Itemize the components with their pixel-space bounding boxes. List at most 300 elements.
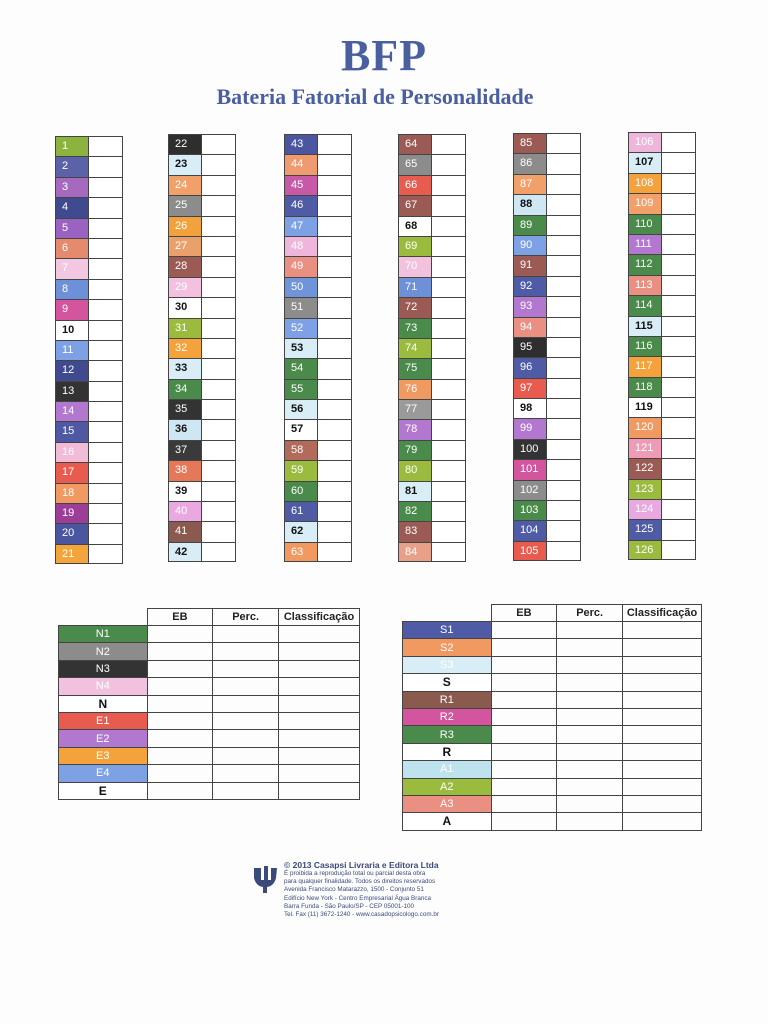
footer-line: Avenida Francisco Matarazzo, 1500 - Conjunto 51 (284, 886, 424, 894)
factor-label: R2 (403, 708, 492, 725)
answer-box[interactable] (432, 379, 466, 399)
classificacao-cell[interactable] (279, 747, 360, 764)
answer-box[interactable] (432, 134, 466, 154)
answer-box[interactable] (89, 238, 123, 258)
answer-box[interactable] (662, 479, 696, 499)
item-number: 122 (628, 458, 662, 478)
answer-box[interactable] (202, 175, 236, 195)
answer-box[interactable] (432, 338, 466, 358)
item-number: 101 (513, 459, 547, 479)
item-number: 98 (513, 398, 547, 418)
answer-box[interactable] (318, 297, 352, 317)
eb-cell[interactable] (147, 626, 213, 643)
answer-box[interactable] (202, 419, 236, 439)
answer-box[interactable] (662, 295, 696, 315)
item-row (284, 216, 352, 236)
answer-box[interactable] (202, 481, 236, 501)
item-number: 126 (628, 540, 662, 560)
item-number: 53 (284, 338, 318, 358)
answer-box[interactable] (547, 153, 581, 173)
perc-cell[interactable] (213, 782, 279, 799)
answer-box[interactable] (89, 381, 123, 401)
answer-box[interactable] (202, 521, 236, 541)
item-row (55, 156, 123, 176)
item-row (55, 503, 123, 523)
item-number: 92 (513, 276, 547, 296)
answer-box[interactable] (432, 256, 466, 276)
perc-cell[interactable] (557, 813, 623, 830)
item-number: 88 (513, 194, 547, 214)
item-number: 114 (628, 295, 662, 315)
item-number: 58 (284, 440, 318, 460)
eb-cell[interactable] (147, 678, 213, 695)
answer-box[interactable] (318, 195, 352, 215)
answer-box[interactable] (547, 378, 581, 398)
answer-box[interactable] (89, 258, 123, 278)
item-row (55, 401, 123, 421)
item-number: 65 (398, 154, 432, 174)
item-row (628, 193, 696, 213)
perc-cell[interactable] (557, 708, 623, 725)
item-row (55, 299, 123, 319)
perc-cell[interactable] (213, 765, 279, 782)
answer-box[interactable] (202, 399, 236, 419)
item-number: 84 (398, 542, 432, 562)
factor-label: E (59, 782, 148, 799)
answer-box[interactable] (662, 540, 696, 560)
item-number: 75 (398, 358, 432, 378)
answer-box[interactable] (89, 544, 123, 564)
answer-box[interactable] (318, 318, 352, 338)
answer-box[interactable] (432, 236, 466, 256)
answer-box[interactable] (202, 216, 236, 236)
eb-cell[interactable] (491, 674, 557, 691)
answer-box[interactable] (432, 277, 466, 297)
classificacao-cell[interactable] (623, 726, 702, 743)
answer-box[interactable] (547, 296, 581, 316)
item-number: 66 (398, 175, 432, 195)
perc-cell[interactable] (557, 622, 623, 639)
eb-cell[interactable] (491, 795, 557, 812)
item-number: 55 (284, 379, 318, 399)
item-row (628, 438, 696, 458)
answer-box[interactable] (432, 399, 466, 419)
item-number: 120 (628, 417, 662, 437)
item-number: 112 (628, 254, 662, 274)
item-row (398, 236, 466, 256)
answer-box[interactable] (202, 542, 236, 562)
classificacao-cell[interactable] (279, 626, 360, 643)
item-number: 4 (55, 197, 89, 217)
answer-box[interactable] (547, 194, 581, 214)
answer-box[interactable] (202, 501, 236, 521)
answer-box[interactable] (662, 234, 696, 254)
item-row (284, 338, 352, 358)
answer-box[interactable] (547, 174, 581, 194)
perc-cell[interactable] (557, 639, 623, 656)
answer-box[interactable] (202, 154, 236, 174)
answer-box[interactable] (547, 357, 581, 377)
eb-cell[interactable] (147, 695, 213, 712)
score-row (403, 761, 702, 778)
answer-box[interactable] (89, 503, 123, 523)
item-number: 15 (55, 421, 89, 441)
answer-box[interactable] (662, 152, 696, 172)
item-number: 104 (513, 520, 547, 540)
answer-box[interactable] (202, 134, 236, 154)
perc-cell[interactable] (213, 660, 279, 677)
item-number: 23 (168, 154, 202, 174)
eb-cell[interactable] (491, 639, 557, 656)
answer-box[interactable] (318, 379, 352, 399)
item-row (55, 238, 123, 258)
answer-box[interactable] (432, 542, 466, 562)
item-row (168, 521, 236, 541)
answer-box[interactable] (432, 216, 466, 236)
classificacao-cell[interactable] (279, 712, 360, 729)
item-number: 86 (513, 153, 547, 173)
answer-box[interactable] (318, 216, 352, 236)
perc-cell[interactable] (213, 712, 279, 729)
item-number: 29 (168, 277, 202, 297)
item-row (398, 154, 466, 174)
footer-line: para qualquer finalidade. Todos os direitos reservados (284, 878, 436, 886)
perc-cell[interactable] (557, 691, 623, 708)
classificacao-cell[interactable] (623, 691, 702, 708)
eb-cell[interactable] (147, 660, 213, 677)
perc-cell[interactable] (557, 726, 623, 743)
answer-box[interactable] (662, 254, 696, 274)
answer-box[interactable] (202, 277, 236, 297)
answer-box[interactable] (662, 356, 696, 376)
answer-box[interactable] (202, 297, 236, 317)
answer-box[interactable] (89, 401, 123, 421)
answer-box[interactable] (202, 338, 236, 358)
answer-box[interactable] (432, 440, 466, 460)
item-number: 20 (55, 523, 89, 543)
answer-box[interactable] (89, 421, 123, 441)
item-number: 111 (628, 234, 662, 254)
answer-box[interactable] (662, 377, 696, 397)
perc-cell[interactable] (557, 743, 623, 760)
item-row (284, 195, 352, 215)
item-number: 76 (398, 379, 432, 399)
answer-box[interactable] (202, 236, 236, 256)
answer-box[interactable] (432, 154, 466, 174)
answer-box[interactable] (318, 277, 352, 297)
score-row (59, 730, 360, 747)
answer-box[interactable] (89, 462, 123, 482)
answer-box[interactable] (318, 175, 352, 195)
answer-box[interactable] (547, 255, 581, 275)
item-row (284, 358, 352, 378)
answer-box[interactable] (547, 133, 581, 153)
answer-box[interactable] (202, 195, 236, 215)
answer-box[interactable] (89, 177, 123, 197)
answer-column (628, 132, 696, 560)
classificacao-cell[interactable] (279, 782, 360, 799)
perc-cell[interactable] (557, 778, 623, 795)
classificacao-cell[interactable] (623, 708, 702, 725)
perc-cell[interactable] (213, 678, 279, 695)
answer-box[interactable] (318, 542, 352, 562)
score-row (403, 656, 702, 673)
answer-box[interactable] (202, 440, 236, 460)
answer-box[interactable] (547, 337, 581, 357)
answer-box[interactable] (318, 521, 352, 541)
item-number: 32 (168, 338, 202, 358)
answer-column (513, 133, 581, 561)
answer-box[interactable] (662, 417, 696, 437)
item-row (168, 216, 236, 236)
item-row (513, 439, 581, 459)
answer-box[interactable] (432, 175, 466, 195)
answer-box[interactable] (432, 501, 466, 521)
item-row (284, 236, 352, 256)
factor-label: A1 (403, 761, 492, 778)
answer-box[interactable] (432, 521, 466, 541)
answer-box[interactable] (89, 136, 123, 156)
answer-box[interactable] (89, 156, 123, 176)
eb-cell[interactable] (147, 730, 213, 747)
answer-box[interactable] (89, 340, 123, 360)
answer-box[interactable] (547, 215, 581, 235)
item-number: 99 (513, 418, 547, 438)
answer-box[interactable] (432, 460, 466, 480)
classificacao-cell[interactable] (623, 656, 702, 673)
answer-box[interactable] (318, 154, 352, 174)
answer-box[interactable] (202, 318, 236, 338)
eb-cell[interactable] (491, 743, 557, 760)
answer-box[interactable] (318, 134, 352, 154)
factor-label: N1 (59, 626, 148, 643)
answer-box[interactable] (89, 483, 123, 503)
header-blank (59, 609, 148, 626)
answer-box[interactable] (662, 519, 696, 539)
classificacao-cell[interactable] (623, 639, 702, 656)
item-row (284, 134, 352, 154)
answer-box[interactable] (89, 320, 123, 340)
answer-box[interactable] (202, 379, 236, 399)
eb-cell[interactable] (147, 712, 213, 729)
classificacao-cell[interactable] (623, 778, 702, 795)
item-row (55, 462, 123, 482)
item-number: 49 (284, 256, 318, 276)
classificacao-cell[interactable] (279, 730, 360, 747)
answer-box[interactable] (318, 419, 352, 439)
item-number: 47 (284, 216, 318, 236)
item-number: 71 (398, 277, 432, 297)
answer-box[interactable] (89, 523, 123, 543)
item-row (398, 134, 466, 154)
answer-box[interactable] (662, 214, 696, 234)
answer-box[interactable] (202, 256, 236, 276)
answer-box[interactable] (662, 173, 696, 193)
classificacao-cell[interactable] (279, 678, 360, 695)
score-row (403, 726, 702, 743)
item-number: 118 (628, 377, 662, 397)
classificacao-cell[interactable] (623, 622, 702, 639)
item-row (55, 279, 123, 299)
answer-box[interactable] (547, 480, 581, 500)
item-number: 26 (168, 216, 202, 236)
eb-cell[interactable] (147, 782, 213, 799)
eb-cell[interactable] (147, 765, 213, 782)
classificacao-cell[interactable] (623, 761, 702, 778)
answer-box[interactable] (547, 459, 581, 479)
item-row (284, 297, 352, 317)
eb-cell[interactable] (491, 761, 557, 778)
footer-line: Edifício New York - Centro Empresarial Água Branca (284, 894, 431, 902)
answer-box[interactable] (662, 316, 696, 336)
item-number: 3 (55, 177, 89, 197)
answer-box[interactable] (432, 481, 466, 501)
item-number: 44 (284, 154, 318, 174)
item-row (168, 460, 236, 480)
answer-box[interactable] (318, 501, 352, 521)
answer-box[interactable] (662, 397, 696, 417)
footer-line: Barra Funda - São Paulo/SP - CEP 05001-100 (284, 902, 414, 910)
item-row (168, 481, 236, 501)
eb-cell[interactable] (491, 708, 557, 725)
item-row (513, 133, 581, 153)
score-row (403, 743, 702, 760)
item-row (628, 417, 696, 437)
perc-cell[interactable] (557, 656, 623, 673)
item-row (55, 483, 123, 503)
answer-box[interactable] (89, 279, 123, 299)
perc-cell[interactable] (213, 643, 279, 660)
header-perc: Perc. (213, 609, 279, 626)
classificacao-cell[interactable] (279, 695, 360, 712)
item-row (284, 419, 352, 439)
answer-box[interactable] (432, 358, 466, 378)
item-number: 2 (55, 156, 89, 176)
answer-box[interactable] (432, 195, 466, 215)
eb-cell[interactable] (147, 747, 213, 764)
item-number: 51 (284, 297, 318, 317)
classificacao-cell[interactable] (279, 643, 360, 660)
item-number: 48 (284, 236, 318, 256)
answer-box[interactable] (89, 218, 123, 238)
answer-box[interactable] (547, 276, 581, 296)
classificacao-cell[interactable] (623, 674, 702, 691)
classificacao-cell[interactable] (623, 795, 702, 812)
item-row (398, 358, 466, 378)
answer-box[interactable] (662, 499, 696, 519)
answer-box[interactable] (432, 297, 466, 317)
eb-cell[interactable] (491, 813, 557, 830)
perc-cell[interactable] (213, 730, 279, 747)
score-table-left (58, 608, 360, 800)
item-number: 1 (55, 136, 89, 156)
answer-box[interactable] (547, 500, 581, 520)
answer-box[interactable] (318, 460, 352, 480)
answer-box[interactable] (318, 338, 352, 358)
answer-box[interactable] (318, 236, 352, 256)
factor-label: A3 (403, 795, 492, 812)
classificacao-cell[interactable] (279, 765, 360, 782)
item-number: 85 (513, 133, 547, 153)
item-number: 87 (513, 174, 547, 194)
page-subtitle: Bateria Fatorial de Personalidade (216, 84, 534, 109)
eb-cell[interactable] (491, 726, 557, 743)
item-number: 95 (513, 337, 547, 357)
item-row (398, 338, 466, 358)
answer-box[interactable] (318, 481, 352, 501)
answer-box[interactable] (662, 336, 696, 356)
classificacao-cell[interactable] (279, 660, 360, 677)
classificacao-cell[interactable] (623, 813, 702, 830)
answer-box[interactable] (662, 132, 696, 152)
item-number: 45 (284, 175, 318, 195)
factor-label: A (403, 813, 492, 830)
perc-cell[interactable] (557, 674, 623, 691)
item-row (628, 234, 696, 254)
answer-box[interactable] (318, 256, 352, 276)
item-row (284, 277, 352, 297)
answer-box[interactable] (662, 193, 696, 213)
answer-box[interactable] (318, 358, 352, 378)
item-row (398, 256, 466, 276)
answer-box[interactable] (547, 520, 581, 540)
answer-box[interactable] (662, 458, 696, 478)
eb-cell[interactable] (491, 778, 557, 795)
answer-box[interactable] (662, 275, 696, 295)
answer-box[interactable] (202, 358, 236, 378)
item-number: 83 (398, 521, 432, 541)
answer-box[interactable] (202, 460, 236, 480)
answer-box[interactable] (547, 398, 581, 418)
answer-box[interactable] (547, 317, 581, 337)
item-number: 8 (55, 279, 89, 299)
answer-box[interactable] (318, 440, 352, 460)
item-number: 21 (55, 544, 89, 564)
answer-box[interactable] (432, 318, 466, 338)
eb-cell[interactable] (491, 691, 557, 708)
item-row (284, 175, 352, 195)
item-row (513, 480, 581, 500)
perc-cell[interactable] (213, 626, 279, 643)
answer-box[interactable] (547, 439, 581, 459)
answer-box[interactable] (662, 438, 696, 458)
answer-box[interactable] (89, 197, 123, 217)
answer-box[interactable] (547, 418, 581, 438)
perc-cell[interactable] (557, 795, 623, 812)
eb-cell[interactable] (147, 643, 213, 660)
answer-box[interactable] (318, 399, 352, 419)
answer-box[interactable] (89, 442, 123, 462)
item-row (55, 360, 123, 380)
perc-cell[interactable] (213, 695, 279, 712)
score-row (59, 712, 360, 729)
answer-box[interactable] (89, 299, 123, 319)
item-number: 60 (284, 481, 318, 501)
answer-box[interactable] (547, 235, 581, 255)
classificacao-cell[interactable] (623, 743, 702, 760)
eb-cell[interactable] (491, 622, 557, 639)
factor-label: N2 (59, 643, 148, 660)
item-number: 68 (398, 216, 432, 236)
answer-column (398, 134, 466, 562)
answer-box[interactable] (547, 541, 581, 561)
perc-cell[interactable] (213, 747, 279, 764)
answer-box[interactable] (432, 419, 466, 439)
item-row (168, 297, 236, 317)
eb-cell[interactable] (491, 656, 557, 673)
answer-box[interactable] (89, 360, 123, 380)
perc-cell[interactable] (557, 761, 623, 778)
